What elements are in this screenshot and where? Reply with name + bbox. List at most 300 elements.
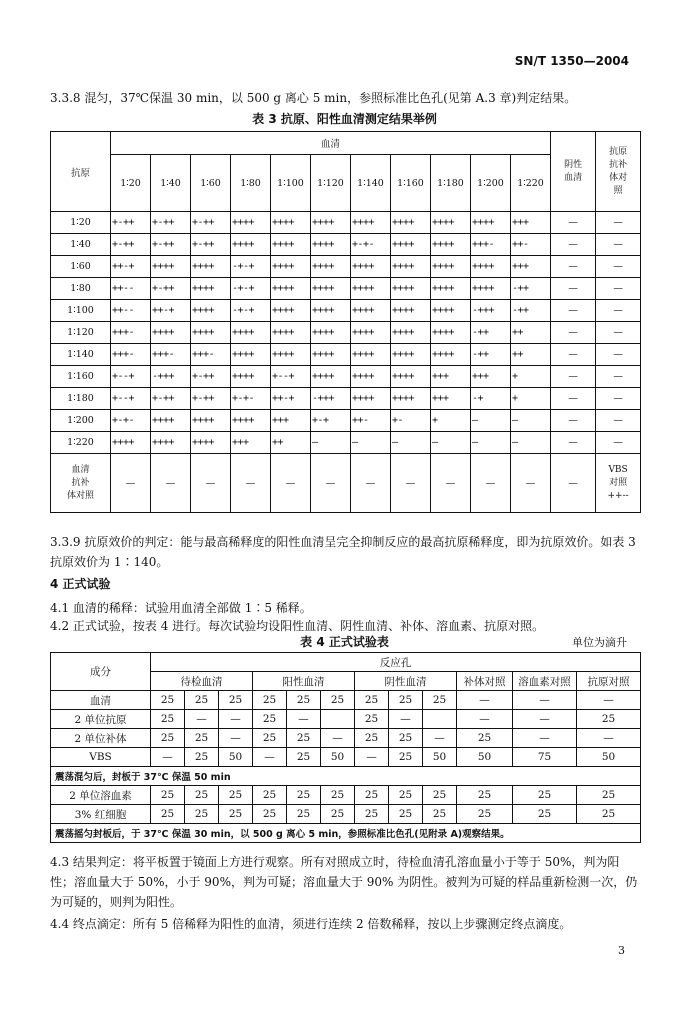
- result-cell: +-+-: [111, 410, 151, 432]
- result-cell: ++++: [151, 410, 191, 432]
- negative-cell: —: [551, 212, 596, 234]
- table4: [50, 652, 641, 843]
- para-3-3-9: 3.3.9 抗原效价的判定：能与最高稀释度的阳性血清呈完全抑制反应的最高抗原稀释度，即为抗原效价。如表 3 抗原效价为 1∶140。: [50, 535, 636, 569]
- result-cell: —: [471, 410, 511, 432]
- dilution-header: 1∶80: [231, 155, 271, 212]
- result-cell: ++++: [231, 322, 271, 344]
- result-cell: ++++: [351, 300, 391, 322]
- value-cell: 25: [355, 691, 389, 710]
- value-cell: —: [577, 691, 641, 710]
- control-cell: —: [596, 366, 641, 388]
- result-cell: ++++: [191, 322, 231, 344]
- result-cell: +-++: [111, 234, 151, 256]
- result-cell: +++: [511, 256, 551, 278]
- group-header: 阴性血清: [355, 672, 457, 691]
- value-cell: 25: [151, 710, 185, 729]
- value-cell: 25: [253, 691, 287, 710]
- table-row: [51, 691, 641, 710]
- result-cell: ++++: [231, 410, 271, 432]
- table-row: [51, 256, 641, 278]
- value-cell: 25: [389, 786, 423, 805]
- result-cell: ++++: [151, 432, 191, 454]
- result-cell: ++++: [431, 234, 471, 256]
- serum-anticomplement-row: [51, 454, 641, 513]
- value-cell: 50: [219, 748, 253, 767]
- result-cell: ++++: [351, 256, 391, 278]
- table-row: [51, 729, 641, 748]
- result-cell: ++++: [391, 388, 431, 410]
- result-cell: —: [511, 454, 551, 513]
- value-cell: 25: [219, 805, 253, 824]
- col-antigen-anticomplement-control: 抗原 抗补 体对 照: [596, 132, 641, 212]
- negative-cell: —: [551, 256, 596, 278]
- value-cell: 25: [287, 729, 321, 748]
- control-cell: —: [596, 300, 641, 322]
- result-cell: ++++: [271, 212, 311, 234]
- result-cell: ++++: [191, 300, 231, 322]
- value-cell: 25: [423, 691, 457, 710]
- col-antigen: 抗原: [51, 132, 111, 212]
- result-cell: -++: [471, 322, 511, 344]
- result-cell: +-+-: [351, 234, 391, 256]
- value-cell: 25: [457, 729, 513, 748]
- value-cell: 50: [321, 748, 355, 767]
- dilution-header: 1∶140: [351, 155, 391, 212]
- row-label: 1∶220: [51, 432, 111, 454]
- result-cell: -++: [471, 344, 511, 366]
- negative-cell: —: [551, 454, 596, 513]
- value-cell: 25: [355, 786, 389, 805]
- result-cell: ++++: [431, 344, 471, 366]
- result-cell: +++: [511, 212, 551, 234]
- value-cell: 25: [321, 691, 355, 710]
- control-cell: —: [596, 344, 641, 366]
- value-cell: 25: [321, 786, 355, 805]
- result-cell: -+-+: [231, 300, 271, 322]
- result-cell: ++++: [271, 300, 311, 322]
- value-cell: 25: [513, 786, 577, 805]
- value-cell: —: [513, 691, 577, 710]
- value-cell: 25: [253, 786, 287, 805]
- value-cell: 50: [577, 748, 641, 767]
- result-cell: ++++: [311, 322, 351, 344]
- result-cell: —: [431, 432, 471, 454]
- result-cell: ++++: [311, 256, 351, 278]
- row-label: 1∶140: [51, 344, 111, 366]
- result-cell: +--+: [111, 388, 151, 410]
- result-cell: +-++: [151, 388, 191, 410]
- value-cell: 25: [577, 786, 641, 805]
- result-cell: +++: [271, 410, 311, 432]
- control-cell: —: [596, 212, 641, 234]
- result-cell: -+++: [311, 388, 351, 410]
- result-cell: +++: [431, 388, 471, 410]
- value-cell: —: [151, 748, 185, 767]
- result-cell: ++++: [191, 432, 231, 454]
- table-row: [51, 805, 641, 824]
- table4-caption: 表 4 正式试验表: [300, 635, 389, 649]
- value-cell: —: [321, 729, 355, 748]
- value-cell: 25: [355, 729, 389, 748]
- table-row: [51, 786, 641, 805]
- value-cell: 25: [253, 805, 287, 824]
- result-cell: ++++: [151, 256, 191, 278]
- result-cell: ++++: [391, 234, 431, 256]
- result-cell: ++--: [111, 278, 151, 300]
- para-4-3: 4.3 结果判定：将平板置于镜面上方进行观察。所有对照成立时，待检血清孔溶血量小于等于 50%，判为阳性；溶血量大于 50%，小于 90%，判为可疑；溶血量大于 90% 为阴性。被判为可疑的样品重新检测一次，仍为可疑的，则判为阳性。: [50, 855, 638, 909]
- result-cell: ++++: [431, 256, 471, 278]
- result-cell: ++: [511, 344, 551, 366]
- value-cell: 25: [185, 729, 219, 748]
- result-cell: ++++: [311, 366, 351, 388]
- value-cell: —: [287, 710, 321, 729]
- value-cell: 25: [151, 805, 185, 824]
- result-cell: ++++: [311, 234, 351, 256]
- result-cell: +: [511, 366, 551, 388]
- value-cell: 25: [389, 748, 423, 767]
- value-cell: 25: [287, 805, 321, 824]
- negative-cell: —: [551, 388, 596, 410]
- result-cell: ++++: [391, 322, 431, 344]
- result-cell: ++++: [351, 344, 391, 366]
- row-label: 2 单位补体: [51, 729, 151, 748]
- result-cell: —: [391, 454, 431, 513]
- row-label: 1∶40: [51, 234, 111, 256]
- value-cell: 25: [389, 691, 423, 710]
- result-cell: ++++: [191, 278, 231, 300]
- dilution-header: 1∶40: [151, 155, 191, 212]
- result-cell: -+-+: [231, 256, 271, 278]
- para-3-3-8: 3.3.8 混匀，37℃保温 30 min，以 500 g 离心 5 min，参照标准比色孔(见第 A.3 章)判定结果。: [50, 91, 577, 105]
- result-cell: —: [471, 432, 511, 454]
- value-cell: —: [355, 748, 389, 767]
- vbs-control-cell: VBS 对照 ++--: [596, 454, 641, 513]
- table-row: [51, 212, 641, 234]
- value-cell: 25: [389, 805, 423, 824]
- value-cell: 25: [355, 710, 389, 729]
- value-cell: 75: [513, 748, 577, 767]
- result-cell: —: [271, 454, 311, 513]
- para-4-4: 4.4 终点滴定：所有 5 倍稀释为阳性的血清，须进行连续 2 倍数稀释，按以上步骤测定终点滴度。: [50, 917, 572, 931]
- result-cell: ++++: [431, 300, 471, 322]
- table3: [50, 131, 641, 513]
- result-cell: ++++: [231, 212, 271, 234]
- value-cell: —: [389, 710, 423, 729]
- result-cell: ++++: [151, 322, 191, 344]
- result-cell: -++: [511, 300, 551, 322]
- result-cell: —: [151, 454, 191, 513]
- result-cell: —: [191, 454, 231, 513]
- negative-cell: —: [551, 366, 596, 388]
- para-4-1: 4.1 血清的稀释：试验用血清全部做 1∶5 稀释。: [50, 601, 312, 615]
- result-cell: ++: [511, 322, 551, 344]
- value-cell: —: [513, 729, 577, 748]
- value-cell: 25: [457, 805, 513, 824]
- table4-unit: 单位为滴升: [572, 636, 627, 649]
- result-cell: ++++: [271, 278, 311, 300]
- result-cell: ++++: [111, 432, 151, 454]
- value-cell: 50: [457, 748, 513, 767]
- control-cell: —: [596, 388, 641, 410]
- row-label: 1∶180: [51, 388, 111, 410]
- result-cell: ++++: [471, 212, 511, 234]
- result-cell: ++-: [351, 410, 391, 432]
- incubation-note: 震荡混匀后，封板于 37℃ 保温 50 min: [51, 767, 641, 786]
- result-cell: ++--: [111, 300, 151, 322]
- value-cell: 25: [253, 710, 287, 729]
- result-cell: ++: [271, 432, 311, 454]
- result-cell: ++++: [351, 322, 391, 344]
- table-row: [51, 432, 641, 454]
- row-label: 血清: [51, 691, 151, 710]
- row-label: 2 单位抗原: [51, 710, 151, 729]
- value-cell: —: [253, 748, 287, 767]
- result-cell: ++++: [311, 278, 351, 300]
- control-cell: —: [596, 278, 641, 300]
- value-cell: —: [513, 710, 577, 729]
- result-cell: +: [431, 410, 471, 432]
- result-cell: ++++: [391, 344, 431, 366]
- value-cell: 25: [355, 805, 389, 824]
- value-cell: 25: [423, 805, 457, 824]
- negative-cell: —: [551, 344, 596, 366]
- result-cell: ++++: [471, 256, 511, 278]
- result-cell: ++++: [471, 278, 511, 300]
- value-cell: —: [457, 710, 513, 729]
- row-label: 1∶20: [51, 212, 111, 234]
- result-cell: ++++: [271, 344, 311, 366]
- control-cell: —: [596, 410, 641, 432]
- value-cell: —: [219, 710, 253, 729]
- table-row: [51, 322, 641, 344]
- row-label: 1∶60: [51, 256, 111, 278]
- value-cell: —: [457, 691, 513, 710]
- row-label: 1∶160: [51, 366, 111, 388]
- result-cell: ++++: [311, 212, 351, 234]
- value-cell: 25: [219, 786, 253, 805]
- table-row: [51, 366, 641, 388]
- col-reaction-wells: 反应孔: [151, 653, 641, 672]
- result-cell: +-++: [191, 388, 231, 410]
- result-cell: ++++: [271, 234, 311, 256]
- value-cell: 25: [287, 691, 321, 710]
- value-cell: 25: [151, 691, 185, 710]
- value-cell: [423, 710, 457, 729]
- value-cell: 25: [457, 786, 513, 805]
- value-cell: 25: [185, 748, 219, 767]
- result-cell: ++++: [351, 366, 391, 388]
- result-cell: ++++: [191, 410, 231, 432]
- result-cell: —: [391, 432, 431, 454]
- value-cell: 25: [219, 691, 253, 710]
- result-cell: ++++: [351, 278, 391, 300]
- value-cell: 25: [389, 729, 423, 748]
- page-number: 3: [618, 944, 625, 957]
- value-cell: 25: [577, 805, 641, 824]
- value-cell: 25: [151, 786, 185, 805]
- result-cell: ++++: [271, 322, 311, 344]
- value-cell: 25: [287, 748, 321, 767]
- table-row: [51, 748, 641, 767]
- result-cell: +-++: [191, 234, 231, 256]
- row-label: 1∶80: [51, 278, 111, 300]
- result-cell: +--+: [111, 366, 151, 388]
- value-cell: —: [185, 710, 219, 729]
- result-cell: ++++: [231, 234, 271, 256]
- result-cell: +++-: [151, 344, 191, 366]
- dilution-header: 1∶200: [471, 155, 511, 212]
- result-cell: +++-: [191, 344, 231, 366]
- result-cell: —: [351, 454, 391, 513]
- result-cell: —: [311, 454, 351, 513]
- negative-cell: —: [551, 322, 596, 344]
- value-cell: 25: [513, 805, 577, 824]
- result-cell: ++++: [431, 322, 471, 344]
- dilution-header: 1∶180: [431, 155, 471, 212]
- row-label: 血清 抗补 体对照: [51, 454, 111, 513]
- result-cell: ++++: [351, 388, 391, 410]
- result-cell: —: [431, 454, 471, 513]
- result-cell: —: [111, 454, 151, 513]
- group-header: 补体对照: [457, 672, 513, 691]
- control-cell: —: [596, 256, 641, 278]
- table-row: [51, 710, 641, 729]
- dilution-header: 1∶120: [311, 155, 351, 212]
- result-cell: +++-: [111, 344, 151, 366]
- value-cell: —: [577, 729, 641, 748]
- result-cell: -+-+: [231, 278, 271, 300]
- control-cell: —: [596, 432, 641, 454]
- value-cell: 25: [253, 729, 287, 748]
- result-cell: ++++: [231, 344, 271, 366]
- standard-number: SN/T 1350—2004: [514, 54, 629, 68]
- result-cell: ++-+: [271, 388, 311, 410]
- result-cell: ++++: [351, 212, 391, 234]
- result-cell: -+: [471, 388, 511, 410]
- result-cell: ++++: [431, 278, 471, 300]
- row-label: 3% 红细胞: [51, 805, 151, 824]
- result-cell: —: [471, 454, 511, 513]
- para-4-2: 4.2 正式试验，按表 4 进行。每次试验均设阳性血清、阴性血清、补体、溶血素、抗原对照。: [50, 619, 545, 633]
- result-cell: +++: [231, 432, 271, 454]
- result-cell: ++++: [231, 366, 271, 388]
- result-cell: ++-+: [151, 300, 191, 322]
- result-cell: -+++: [471, 300, 511, 322]
- result-cell: ++++: [311, 344, 351, 366]
- result-cell: ++++: [391, 256, 431, 278]
- value-cell: 25: [321, 805, 355, 824]
- row-label: 1∶100: [51, 300, 111, 322]
- result-cell: —: [351, 432, 391, 454]
- result-cell: —: [511, 432, 551, 454]
- row-label: 1∶120: [51, 322, 111, 344]
- table-row: [51, 388, 641, 410]
- result-cell: ++++: [271, 256, 311, 278]
- result-cell: ++++: [391, 300, 431, 322]
- dilution-header: 1∶20: [111, 155, 151, 212]
- dilution-header: 1∶60: [191, 155, 231, 212]
- result-cell: +--+: [271, 366, 311, 388]
- value-cell: 25: [151, 729, 185, 748]
- value-cell: 25: [423, 786, 457, 805]
- table-row: [51, 278, 641, 300]
- group-header: 阳性血清: [253, 672, 355, 691]
- result-cell: ++++: [391, 278, 431, 300]
- result-cell: ++++: [191, 256, 231, 278]
- result-cell: +-+-: [231, 388, 271, 410]
- value-cell: 25: [185, 805, 219, 824]
- section-4-heading: 4 正式试验: [50, 577, 111, 591]
- result-cell: +-++: [111, 212, 151, 234]
- group-header: 溶血素对照: [513, 672, 577, 691]
- negative-cell: —: [551, 234, 596, 256]
- dilution-header: 1∶160: [391, 155, 431, 212]
- result-cell: +++-: [111, 322, 151, 344]
- result-cell: +-++: [191, 212, 231, 234]
- result-cell: +++: [431, 366, 471, 388]
- group-header: 抗原对照: [577, 672, 641, 691]
- value-cell: 50: [423, 748, 457, 767]
- result-cell: +-++: [151, 278, 191, 300]
- result-cell: ++++: [431, 212, 471, 234]
- result-cell: +-++: [151, 212, 191, 234]
- dilution-header: 1∶100: [271, 155, 311, 212]
- table-row: [51, 410, 641, 432]
- value-cell: 25: [287, 786, 321, 805]
- value-cell: 25: [577, 710, 641, 729]
- row-label: VBS: [51, 748, 151, 767]
- result-cell: +: [511, 388, 551, 410]
- control-cell: —: [596, 234, 641, 256]
- col-negative-serum: 阴性 血清: [551, 132, 596, 212]
- dilution-header: 1∶220: [511, 155, 551, 212]
- result-cell: +++-: [471, 234, 511, 256]
- result-cell: ++++: [391, 366, 431, 388]
- negative-cell: —: [551, 300, 596, 322]
- result-cell: +-+: [311, 410, 351, 432]
- result-cell: +-++: [191, 366, 231, 388]
- row-label: 2 单位溶血素: [51, 786, 151, 805]
- row-label: 1∶200: [51, 410, 111, 432]
- value-cell: [321, 710, 355, 729]
- control-cell: —: [596, 322, 641, 344]
- table-row: [51, 234, 641, 256]
- result-cell: -++: [511, 278, 551, 300]
- result-cell: ++-+: [111, 256, 151, 278]
- result-cell: —: [231, 454, 271, 513]
- value-cell: —: [423, 729, 457, 748]
- result-cell: —: [311, 432, 351, 454]
- negative-cell: —: [551, 410, 596, 432]
- result-cell: +-: [391, 410, 431, 432]
- table-row: [51, 344, 641, 366]
- negative-cell: —: [551, 278, 596, 300]
- result-cell: —: [511, 410, 551, 432]
- col-serum: 血清: [111, 132, 551, 155]
- negative-cell: —: [551, 432, 596, 454]
- value-cell: 25: [185, 691, 219, 710]
- value-cell: —: [219, 729, 253, 748]
- result-cell: ++-: [511, 234, 551, 256]
- col-component: 成分: [51, 653, 151, 691]
- result-cell: +++: [471, 366, 511, 388]
- result-cell: +-++: [151, 234, 191, 256]
- result-cell: ++++: [311, 300, 351, 322]
- observation-note: 震荡摇匀封板后，于 37℃ 保温 30 min，以 500 g 离心 5 min，参照标准比色孔(见附录 A)观察结果。: [51, 824, 641, 843]
- result-cell: -+++: [151, 366, 191, 388]
- group-header: 待检血清: [151, 672, 253, 691]
- value-cell: 25: [185, 786, 219, 805]
